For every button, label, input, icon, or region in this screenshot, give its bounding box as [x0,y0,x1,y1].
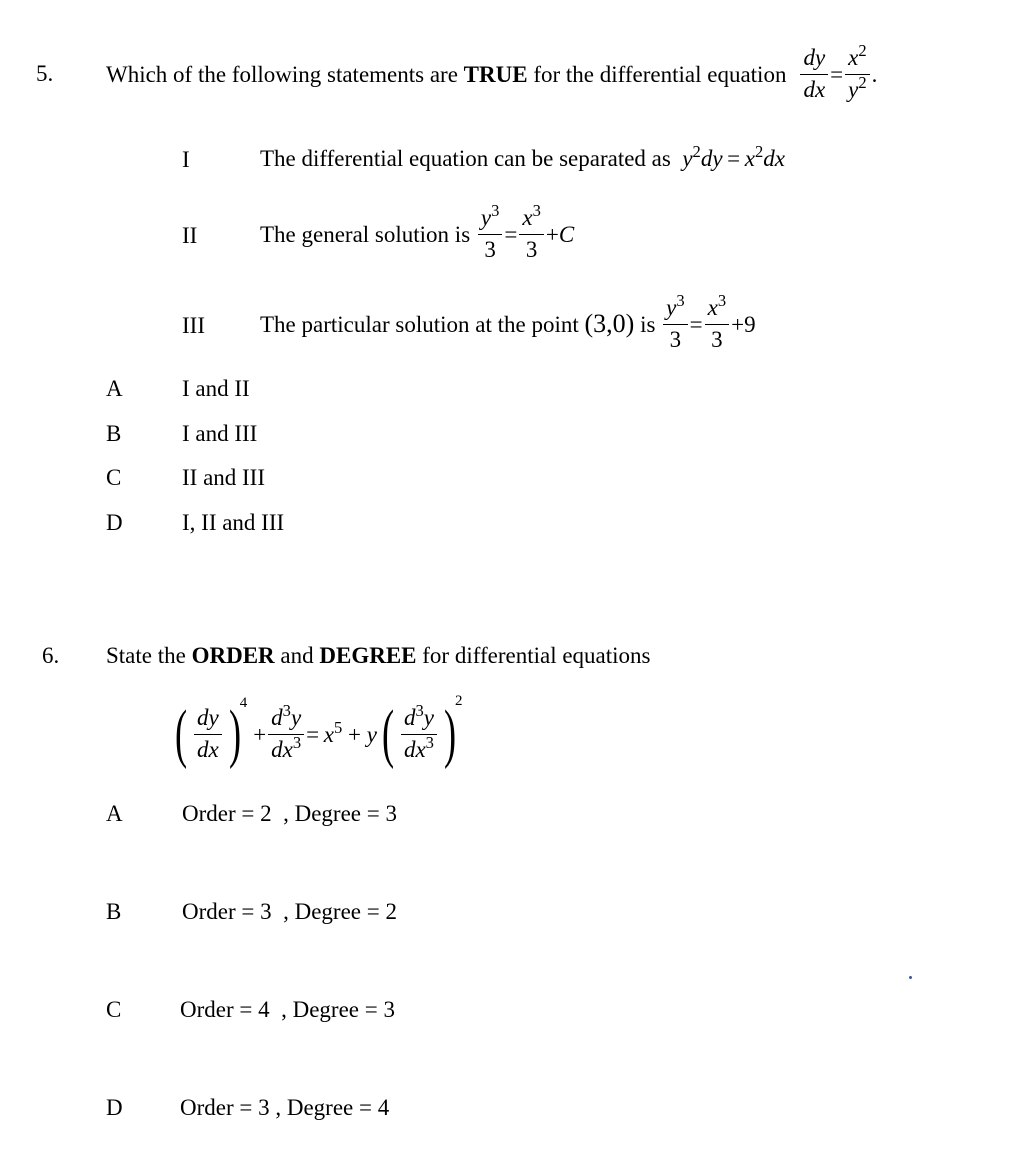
q5-option-c-text: II and III [182,465,266,490]
q5-statement-2-constant: C [558,221,575,247]
q5-option-b-letter: B [106,421,122,446]
q5-eq-period: . [871,61,878,87]
q6-eq-x5: $x^5$ [323,717,343,747]
q6-eq-frac-dydx: $\frac{dy}{dx}$ [194,705,222,763]
q6-option-a-letter: A [106,801,123,826]
q6-bold-degree: DEGREE [319,643,417,668]
q5-option-a-letter: A [106,376,123,401]
q6-eq-left-paren-2: ( [381,697,395,770]
q5-statement-3 [260,284,756,364]
q5-statement-1 [260,140,785,176]
q6-option-b-text: Order = 3 , Degree = 2 [182,899,397,924]
q6-option-d-text: Order = 3 , Degree = 4 [180,1095,390,1120]
q6-eq-frac-d3y-2: $\frac{d^3y}{dx^3}$ [401,705,437,763]
q6-option-c-letter: C [106,997,122,1022]
q6-eq-right-paren-1: ) [228,697,241,770]
q6-eq-right-paren-2: ) [443,697,456,770]
q6-eq-plus-1: + [253,721,267,747]
q5-statement-2-text: The general solution is [260,221,471,247]
q5-eq-equals: = [830,61,844,87]
q6-option-c-text: Order = 4 , Degree = 3 [180,997,395,1022]
q6-stem: State the ORDER and DEGREE for differential equations [106,643,651,668]
q6-eq-plus-2: + [348,721,361,747]
q5-statement-3-frac-y: $\frac{y^3}{3}$ [663,295,688,353]
q6-eq-equals: = [306,721,320,747]
q5-statement-3-frac-x: $\frac{x^3}{3}$ [705,295,730,353]
q5-statement-2-frac-x: $\frac{x^3}{3}$ [519,205,544,263]
q6-eq-exponent-4: 4 [239,695,248,711]
q5-statement-3-equals: = [689,311,703,337]
q6-eq-left-paren-1: ( [174,697,188,770]
q5-stem-pre: Which of the following statements are [106,61,458,87]
q5-statement-3-plus9: +9 [731,311,756,337]
q6-option-d-letter: D [106,1095,123,1120]
q5-statement-2-plus: + [545,221,559,247]
q6-eq-frac-d3y: $\frac{d^3y}{dx^3}$ [268,705,304,763]
q5-statement-3-is: is [640,311,656,337]
q5-statement-1-math: $y^2dy = x^2dx$ [682,141,785,171]
q5-number: 5. [36,61,54,86]
q5-stem-bold: TRUE [463,61,528,87]
q6-option-b-letter: B [106,899,122,924]
q5-eq-rhs: $\frac{x^2}{y^2}$ [845,45,870,103]
q5-option-c-letter: C [106,465,122,490]
q5-statement-2 [260,196,574,272]
q5-statement-1-text: The differential equation can be separated as [260,145,671,171]
q5-option-d-letter: D [106,510,123,535]
q6-equation [170,692,462,776]
q6-number: 6. [42,643,60,668]
q5-statement-3-point: (3,0) [584,309,635,338]
q5-option-d-text: I, II and III [182,510,285,535]
q5-statement-2-frac-y: $\frac{y^3}{3}$ [478,205,503,263]
stray-dot-mark [909,976,912,979]
q5-eq-lhs: $\frac{dy}{dx}$ [800,45,828,103]
q5-statement-3-text: The particular solution at the point [260,311,579,337]
q6-bold-order: ORDER [191,643,275,668]
q5-statement-1-roman: I [182,147,190,172]
q6-eq-y: y [366,721,377,747]
q5-statement-2-equals: = [504,221,518,247]
q5-stem-post: for the differential equation [533,61,787,87]
q6-eq-exponent-2: 2 [454,693,463,709]
q5-statement-2-roman: II [182,223,198,248]
q5-option-b-text: I and III [182,421,258,446]
q6-option-a-text: Order = 2 , Degree = 3 [182,801,397,826]
q5-option-a-text: I and II [182,376,250,401]
q5-statement-3-roman: III [182,313,205,338]
q5-stem [106,40,877,108]
